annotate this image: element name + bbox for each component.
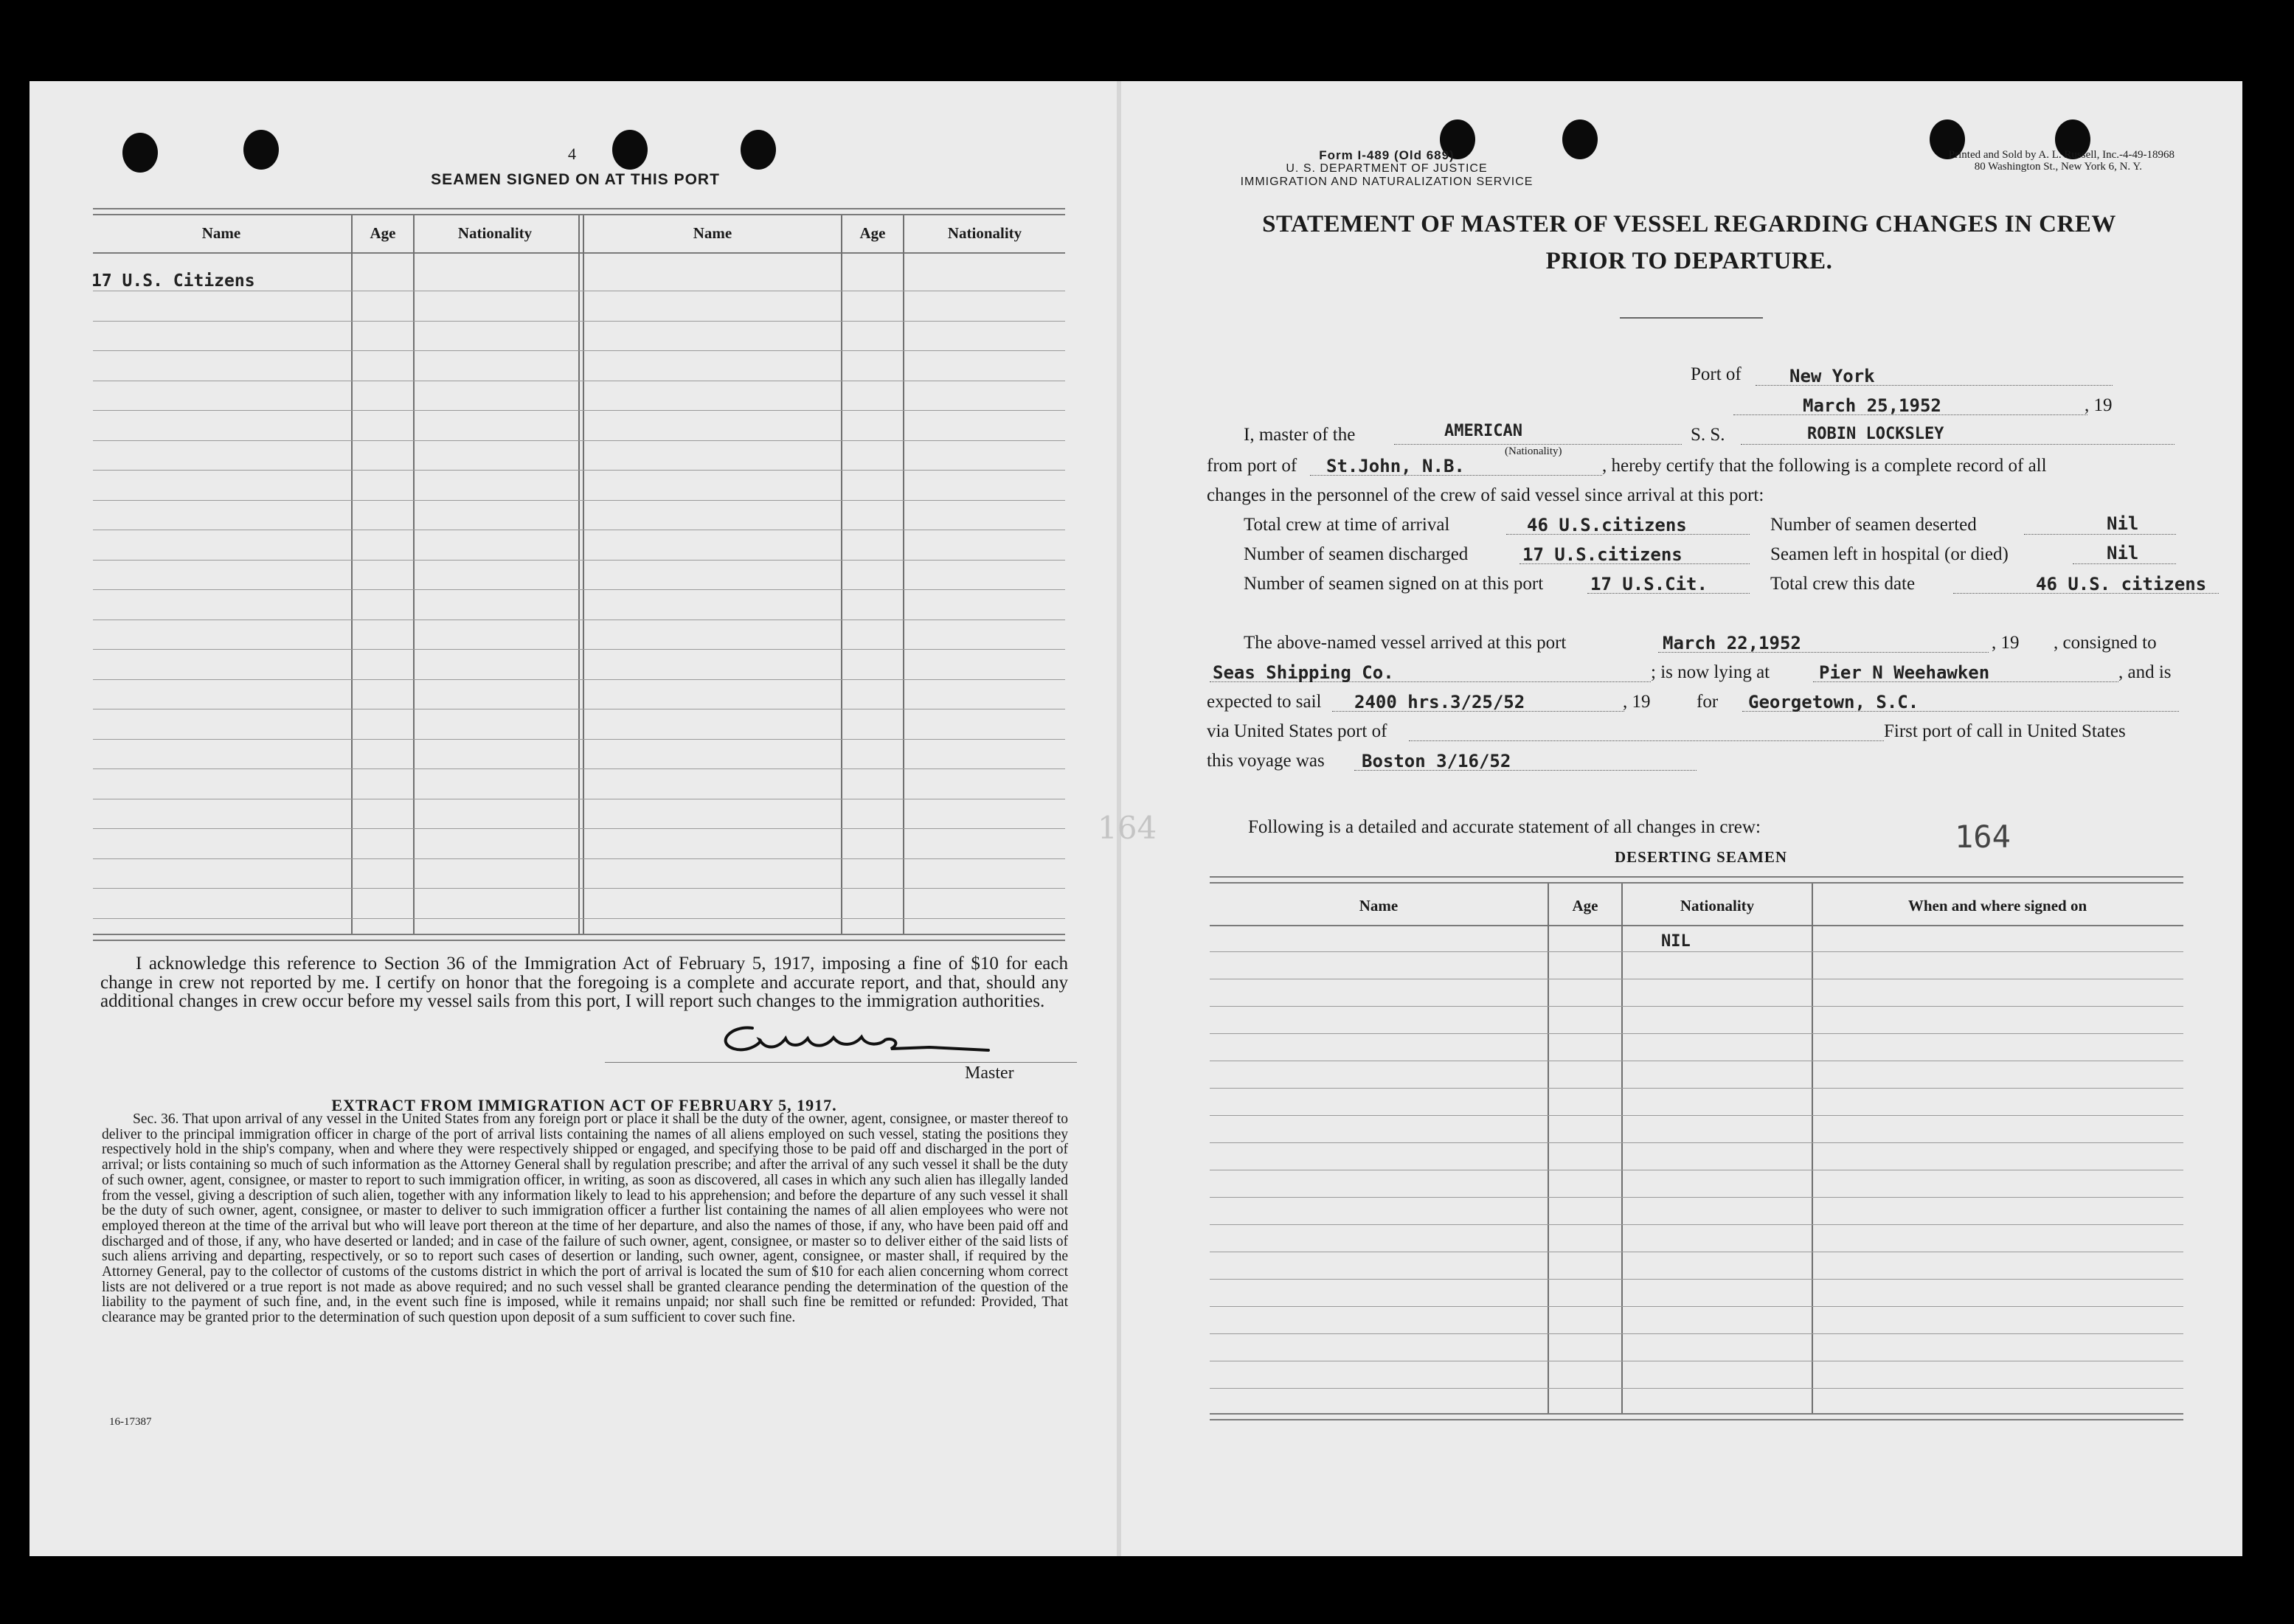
deserted-line: [2024, 534, 2176, 535]
col-header-nationality: Nationality: [457, 224, 533, 242]
printer-line-1: Printed and Sold by A. L. Russell, Inc.-4-49-18968: [1948, 149, 2175, 161]
ship-name-line: [1741, 444, 2175, 445]
lying-value: Pier N Weehawken: [1819, 662, 1990, 683]
table-row-line: [93, 649, 1065, 650]
extract-title: EXTRACT FROM IMMIGRATION ACT OF FEBRUARY 5, 1917.: [331, 1096, 837, 1114]
desert-column-divider: [1812, 884, 1813, 1415]
changes-text: changes in the personnel of the crew of said vessel since arrival at this port:: [1207, 485, 1764, 505]
col-header-age: Age: [370, 224, 396, 242]
signed-on-value: 17 U.S.Cit.: [1590, 574, 1708, 594]
arrived-label: The above-named vessel arrived at this port: [1244, 633, 1567, 653]
for-value: Georgetown, S.C.: [1748, 692, 1919, 712]
from-port-value: St.John, N.B.: [1326, 456, 1465, 476]
certify-text: , hereby certify that the following is a complete record of all: [1602, 456, 2047, 476]
expected-year-suffix: , 19: [1623, 692, 1651, 712]
total-crew-date-value: 46 U.S. citizens: [2036, 574, 2207, 594]
column-divider: [413, 215, 415, 935]
and-is-label: , and is: [2118, 662, 2172, 682]
form-title-line-1: STATEMENT OF MASTER OF VESSEL REGARDING CHANGES IN CREW: [1262, 211, 2116, 237]
punch-hole: [122, 133, 158, 173]
from-port-label: from port of: [1207, 456, 1297, 476]
nationality-line: [1394, 444, 1682, 445]
table-row-line: [93, 918, 1065, 919]
deserting-row-line: [1210, 1088, 2183, 1089]
col-header-name: Name: [201, 224, 241, 242]
deserting-row-line: [1210, 1197, 2183, 1198]
arrived-year-suffix: , 19: [1992, 633, 2020, 653]
discharged-value: 17 U.S.citizens: [1522, 544, 1683, 565]
desert-col-age: Age: [1572, 897, 1598, 915]
column-divider: [351, 215, 353, 935]
table-row-line: [93, 679, 1065, 680]
table-row-line: [93, 410, 1065, 411]
table-bottom-rule: [93, 940, 1065, 941]
table-row-line: [93, 888, 1065, 889]
table-row-line: [93, 858, 1065, 859]
deserting-row-line: [1210, 1142, 2183, 1143]
master-of-the-label: I, master of the: [1244, 425, 1356, 445]
table-row-line: [93, 828, 1065, 829]
desert-column-divider: [1548, 884, 1549, 1415]
col-header-nationality: Nationality: [947, 224, 1022, 242]
via-line: [1409, 740, 1884, 741]
nationality-caption: (Nationality): [1505, 445, 1562, 457]
hospital-label: Seamen left in hospital (or died): [1770, 544, 2009, 564]
signed-on-label: Number of seamen signed on at this port: [1244, 574, 1544, 594]
table-top-rule: [93, 208, 1065, 209]
faint-stamp: 164: [1098, 810, 1157, 846]
table-row-line: [93, 768, 1065, 769]
expected-label: expected to sail: [1207, 692, 1322, 712]
desert-column-divider: [1621, 884, 1623, 1415]
port-label: Port of: [1691, 364, 1742, 384]
for-label: for: [1697, 692, 1719, 712]
this-voyage-value: Boston 3/16/52: [1362, 751, 1511, 771]
printer-line-2: 80 Washington St., New York 6, N. Y.: [1974, 161, 2142, 173]
arrived-value: March 22,1952: [1663, 633, 1801, 653]
expected-value: 2400 hrs.3/25/52: [1354, 692, 1525, 712]
deserting-top-rule: [1210, 876, 2183, 878]
table-row-line: [93, 350, 1065, 351]
deserting-row-line: [1210, 951, 2183, 952]
table-row-line: [93, 560, 1065, 561]
signature-line: [605, 1062, 1077, 1063]
column-divider: [578, 215, 580, 935]
deserting-heading: DESERTING SEAMEN: [1614, 848, 1788, 866]
deserting-row-line: [1210, 1333, 2183, 1334]
deserting-bottom-rule: [1210, 1413, 2183, 1415]
first-port-label: First port of call in United States: [1884, 721, 2126, 741]
lying-label: ; is now lying at: [1651, 662, 1770, 682]
deserting-row-line: [1210, 1115, 2183, 1116]
column-divider: [841, 215, 842, 935]
table-row-line: [93, 739, 1065, 740]
col-header-age: Age: [859, 224, 886, 242]
desert-col-name: Name: [1359, 897, 1399, 915]
table-row-line: [93, 470, 1065, 471]
total-crew-arrival-label: Total crew at time of arrival: [1244, 515, 1450, 535]
deserted-value: Nil: [2107, 513, 2139, 534]
col-header-name: Name: [693, 224, 732, 242]
punch-hole: [741, 130, 776, 170]
deserting-row-line: [1210, 1033, 2183, 1034]
master-label: Master: [965, 1063, 1014, 1083]
punch-hole: [612, 130, 648, 170]
port-value: New York: [1789, 366, 1875, 386]
hospital-line: [2073, 563, 2176, 564]
acknowledgment-text: I acknowledge this reference to Section 36 of the Immigration Act of February 5, 1917, imposing a fine of $10 for each change in crew not reported by me. I certify on honor that the foregoing is a complete and accurate report, and that, should any additional changes in crew occur before my vessel sails from this port, I will report such changes to the immigration authorities.: [100, 954, 1068, 1011]
stamp-number: 164: [1955, 819, 2011, 855]
total-crew-arrival-value: 46 U.S.citizens: [1527, 515, 1687, 535]
title-rule: [1620, 317, 1763, 319]
year-suffix: , 19: [2085, 395, 2113, 415]
deserting-top-rule: [1210, 882, 2183, 884]
column-divider: [903, 215, 904, 935]
deserting-row-line: [1210, 1306, 2183, 1307]
table-row-line: [93, 321, 1065, 322]
total-crew-date-label: Total crew this date: [1770, 574, 1916, 594]
table-row-line: [93, 589, 1065, 590]
deserting-bottom-rule: [1210, 1419, 2183, 1420]
consignee-value: Seas Shipping Co.: [1213, 662, 1394, 683]
hospital-value: Nil: [2107, 543, 2139, 563]
form-code: 16-17387: [109, 1416, 152, 1428]
table-bottom-rule: [93, 934, 1065, 935]
discharged-label: Number of seamen discharged: [1244, 544, 1469, 564]
deserting-row-line: [1210, 1388, 2183, 1389]
consigned-label: , consigned to: [2054, 633, 2157, 653]
date-value: March 25,1952: [1803, 395, 1941, 416]
desert-col-signed-on: When and where signed on: [1907, 897, 2087, 915]
deserting-row-line: [1210, 1006, 2183, 1007]
nationality-entry: NIL: [1661, 932, 1691, 951]
table-row-line: [93, 440, 1065, 441]
left-heading: SEAMEN SIGNED ON AT THIS PORT: [431, 171, 720, 188]
deserting-header-rule: [1210, 925, 2183, 926]
nationality-value: AMERICAN: [1444, 422, 1522, 440]
department: U. S. DEPARTMENT OF JUSTICE: [1286, 162, 1488, 175]
deserted-label: Number of seamen deserted: [1770, 515, 1977, 535]
ship-name: ROBIN LOCKSLEY: [1807, 425, 1944, 443]
table-row-line: [93, 500, 1065, 501]
table-row-name: 17 U.S. Citizens: [91, 271, 255, 291]
via-label: via United States port of: [1207, 721, 1387, 741]
column-divider: [583, 215, 584, 935]
this-voyage-label: this voyage was: [1207, 751, 1325, 771]
deserting-row-line: [1210, 1224, 2183, 1225]
desert-col-nationality: Nationality: [1680, 897, 1755, 915]
ss-label: S. S.: [1691, 425, 1725, 445]
deserting-row-line: [1210, 1279, 2183, 1280]
form-number: Form I-489 (Old 689): [1319, 148, 1455, 162]
section-36-text: Sec. 36. That upon arrival of any vessel in the United States from any foreign port or place it shall be the duty of the owner, agent, consignee, or master thereof to deliver to the principal immigration officer in charge of the port of arrival lists containing the names of all aliens employed on such vessel, stating the positions they respectively hold in the ship's company, when and where they were respectively shipped or engaged, and specifying those to be paid off and discharged in the port of arrival; or lists containing so much of such information as the Attorney General shall by regulation prescribe; and after the arrival of any such vessel it shall be the duty of such owner, agent, consignee, or master to report to such immigration officer, in writing, as soon as discovered, all cases in which any such alien has illegally landed from the vessel, giving a description of such alien, together with any information likely to lead to his apprehension; and before the departure of any such vessel it shall be the duty of such owner, agent, consignee, or master to deliver to such immigration officer a further list containing the names of all alien employees who were not employed thereon at the time of the arrival but who will leave port thereon at the time of her departure, and also the names of those, if any, who have been paid off and discharged and of those, if any, who have deserted or landed; and in case of the failure of such owner, agent, consignee, or master so to deliver either of the said lists of such aliens arriving and departing, respectively, or so to report such cases of desertion or landing, such owner, agent, consignee, or master shall, if required by the Attorney General, pay to the collector of customs of the customs district in which the port of arrival is located the sum of $10 for each alien concerning whom correct lists are not delivered or a true report is not made as above required; and no such vessel shall be granted clearance pending the determination of the question of the liability to the payment of such fine, and, in the event such fine is imposed, while it remains unpaid; nor shall such fine be remitted or refunded: Provided, That clearance may be granted prior to the determination of such question upon deposit of a sum sufficient to cover such fine.: [102, 1111, 1068, 1326]
form-title-line-2: PRIOR TO DEPARTURE.: [1545, 248, 1833, 274]
page-number: 4: [568, 145, 576, 163]
service: IMMIGRATION AND NATURALIZATION SERVICE: [1240, 176, 1534, 188]
punch-hole: [243, 130, 279, 170]
following-text: Following is a detailed and accurate statement of all changes in crew:: [1248, 817, 1761, 837]
